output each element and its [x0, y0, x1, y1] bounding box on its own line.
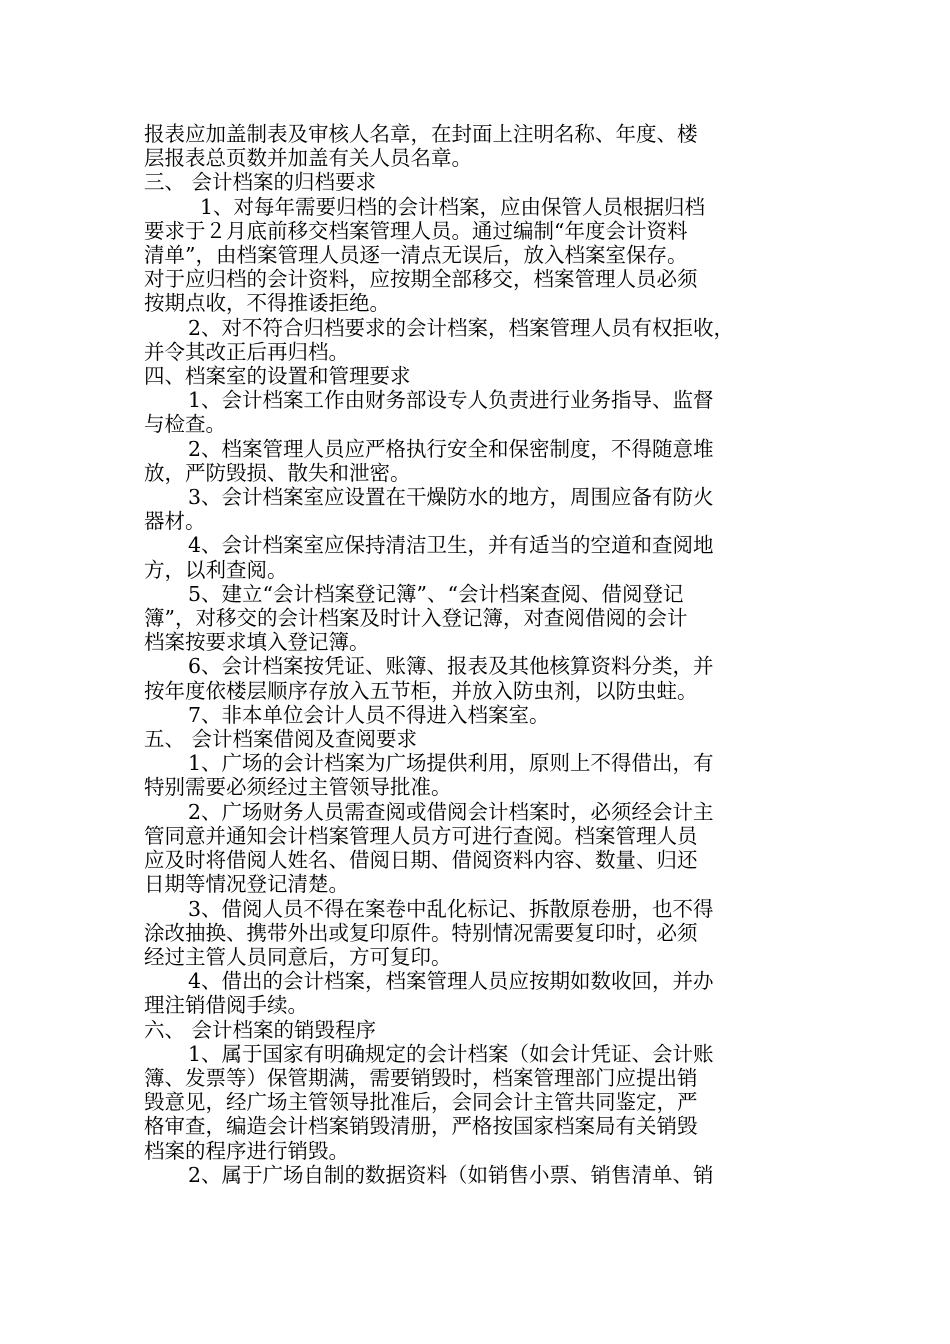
text-line: 5、建立“会计档案登记簿”、“会计档案查阅、借阅登记 — [188, 581, 684, 606]
text-line: 1、对每年需要归档的会计档案，应由保管人员根据归档 — [200, 194, 706, 219]
text-line: 要求于２月底前移交档案管理人员。通过编制“年度会计资料 — [144, 218, 688, 243]
section-heading-5: 五、 会计档案借阅及查阅要求 — [144, 727, 418, 752]
text-line: 方，以利查阅。 — [144, 557, 288, 582]
text-line: 层报表总页数并加盖有关人员名章。 — [144, 146, 472, 171]
text-line: 报表应加盖制表及审核人名章，在封面上注明名称、年度、楼 — [144, 122, 698, 146]
text-line: 4、会计档案室应保持清洁卫生，并有适当的空道和查阅地 — [188, 533, 714, 558]
text-line: 2、档案管理人员应严格执行安全和保密制度，不得随意堆 — [188, 436, 714, 461]
text-line: 7、非本单位会计人员不得进入档案室。 — [188, 702, 550, 727]
text-line: 档案的程序进行销毁。 — [144, 1138, 349, 1163]
text-line: 1、属于国家有明确规定的会计档案（如会计凭证、会计账 — [188, 1041, 714, 1066]
text-line: 与检查。 — [144, 412, 226, 437]
text-line: 特别需要必须经过主管领导批准。 — [144, 775, 452, 800]
text-line: 按期点收，不得推诿拒绝。 — [144, 291, 390, 316]
text-line: 经过主管人员同意后，方可复印。 — [144, 944, 452, 969]
text-line: 2、广场财务人员需查阅或借阅会计档案时，必须经会计主 — [188, 799, 714, 824]
text-line: 2、对不符合归档要求的会计档案，档案管理人员有权拒收， — [188, 315, 735, 340]
text-line: 簿”，对移交的会计档案及时计入登记簿，对查阅借阅的会计 — [144, 606, 688, 631]
text-line: 管同意并通知会计档案管理人员方可进行查阅。档案管理人员 — [144, 823, 698, 848]
text-line: 按年度依楼层顺序存放入五节柜，并放入防虫剂，以防虫蛀。 — [144, 678, 698, 703]
text-line: 1、广场的会计档案为广场提供利用，原则上不得借出，有 — [188, 751, 714, 776]
text-line: 器材。 — [144, 509, 206, 534]
section-heading-3: 三、 会计档案的归档要求 — [144, 170, 377, 195]
text-line: 对于应归档的会计资料，应按期全部移交，档案管理人员必须 — [144, 267, 698, 292]
section-heading-4: 四、档案室的设置和管理要求 — [144, 364, 411, 389]
text-line: 应及时将借阅人姓名、借阅日期、借阅资料内容、数量、归还 — [144, 848, 698, 873]
text-line: 放，严防毁损、散失和泄密。 — [144, 460, 411, 485]
text-line: 3、借阅人员不得在案卷中乱化标记、拆散原卷册，也不得 — [188, 896, 714, 921]
text-line: 并令其改正后再归档。 — [144, 339, 349, 364]
document-page — [144, 122, 812, 1187]
text-line: 格审查，编造会计档案销毁清册，严格按国家档案局有关销毁 — [144, 1114, 698, 1139]
text-line: 清单”，由档案管理人员逐一清点无误后，放入档案室保存。 — [144, 243, 688, 268]
section-heading-6: 六、 会计档案的销毁程序 — [144, 1017, 377, 1042]
text-line: 档案按要求填入登记簿。 — [144, 630, 370, 655]
text-line: 1、会计档案工作由财务部设专人负责进行业务指导、监督 — [188, 388, 714, 413]
text-line: 6、会计档案按凭证、账簿、报表及其他核算资料分类，并 — [188, 654, 714, 679]
text-line: 3、会计档案室应设置在干燥防水的地方，周围应备有防火 — [188, 485, 714, 510]
text-line: 日期等情况登记清楚。 — [144, 872, 349, 897]
text-line: 4、借出的会计档案，档案管理人员应按期如数收回，并办 — [188, 969, 714, 994]
text-line: 理注销借阅手续。 — [144, 993, 308, 1018]
text-line: 涂改抽换、携带外出或复印原件。特别情况需要复印时，必须 — [144, 920, 698, 945]
text-line: 簿、发票等）保管期满，需要销毁时，档案管理部门应提出销 — [144, 1065, 698, 1090]
text-line: 毁意见，经广场主管领导批准后，会同会计主管共同鉴定，严 — [144, 1090, 698, 1115]
text-line: 2、属于广场自制的数据资料（如销售小票、销售清单、销 — [188, 1162, 714, 1187]
